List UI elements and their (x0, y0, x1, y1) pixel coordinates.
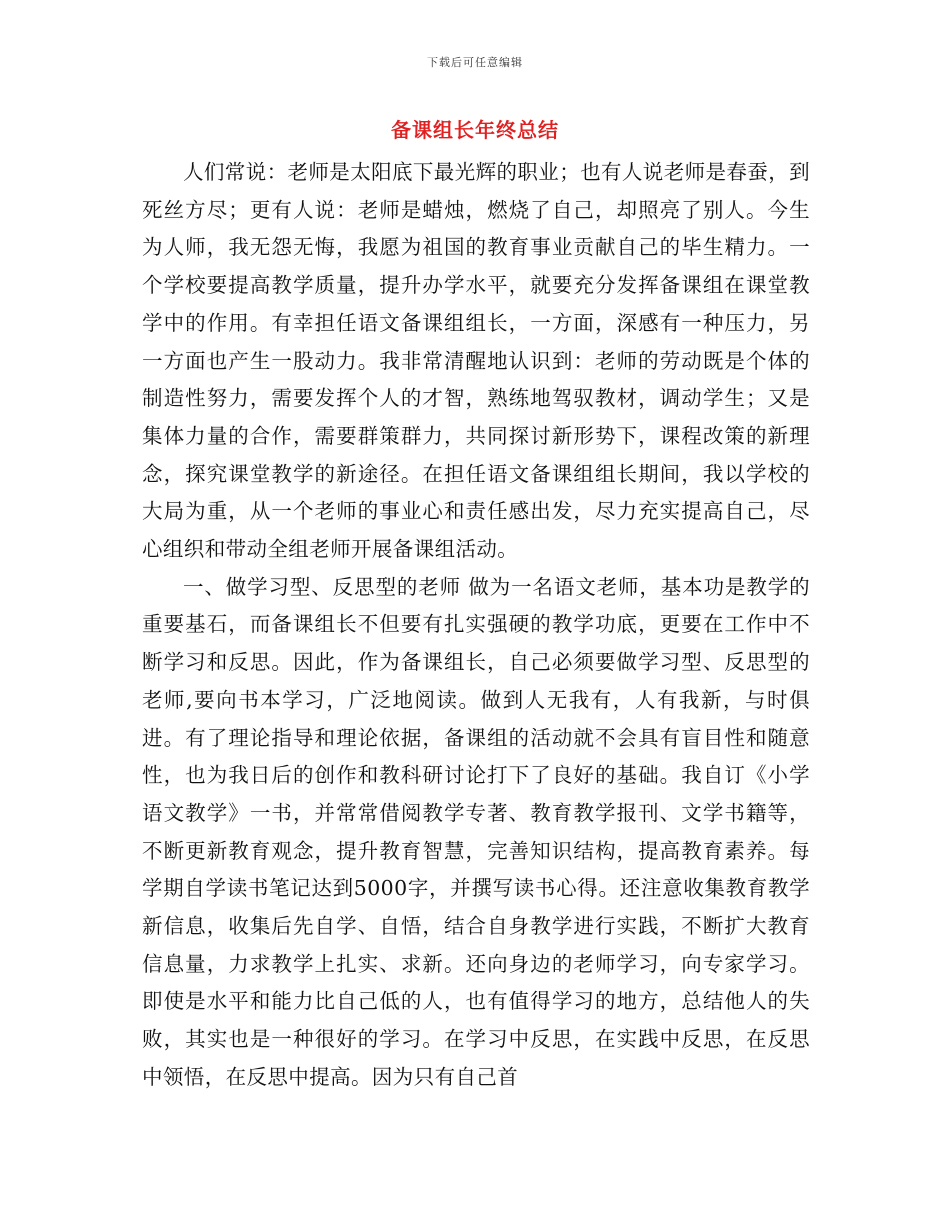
document-title: 备课组长年终总结 (391, 118, 559, 142)
document-body (142, 154, 810, 1097)
paragraph-intro: 人们常说：老师是太阳底下最光辉的职业；也有人说老师是春蚕，到死丝方尽；更有人说：老师是蜡烛，燃烧了自己，却照亮了别人。今生为人师，我无怨无悔，我愿为祖国的教育事业贡献自己的毕生精力。一个学校要提高教学质量，提升办学水平，就要充分发挥备课组在课堂教学中的作用。有幸担任语文备课组组长，一方面，深感有一种压力，另一方面也产生一股动力。我非常清醒地认识到：老师的劳动既是个体的制造性努力，需要发挥个人的才智，熟练地驾驭教材，调动学生；又是集体力量的合作，需要群策群力，共同探讨新形势下，课程改策的新理念，探究课堂教学的新途径。在担任语文备课组组长期间，我以学校的大局为重，从一个老师的事业心和责任感出发，尽力充实提高自己，尽心组织和带动全组老师开展备课组活动。 (142, 160, 810, 562)
page-header-note: 下载后可任意编辑 (427, 56, 523, 69)
paragraph-section-one: 一、做学习型、反思型的老师 做为一名语文老师，基本功是教学的重要基石，而备课组长不但要有扎实强硬的教学功底，更要在工作中不断学习和反思。因此，作为备课组长，自己必须要做学习型、反思型的老师,要向书本学习，广泛地阅读。做到人无我有，人有我新，与时俱进。有了理论指导和理论依据，备课组的活动就不会具有盲目性和随意性，也为我日后的创作和教科研讨论打下了良好的基础。我自订《小学语文教学》一书，并常常借阅教学专著、教育教学报刊、文学书籍等，不断更新教育观念，提升教育智慧，完善知识结构，提高教育素养。每学期自学读书笔记达到5000字，并撰写读书心得。还注意收集教育教学新信息，收集后先自学、自悟，结合自身教学进行实践，不断扩大教育信息量，力求教学上扎实、求新。还向身边的老师学习，向专家学习。即使是水平和能力比自己低的人，也有值得学习的地方，总结他人的失败，其实也是一种很好的学习。在学习中反思，在实践中反思，在反思中领悟，在反思中提高。因为只有自己首 (142, 574, 810, 1089)
